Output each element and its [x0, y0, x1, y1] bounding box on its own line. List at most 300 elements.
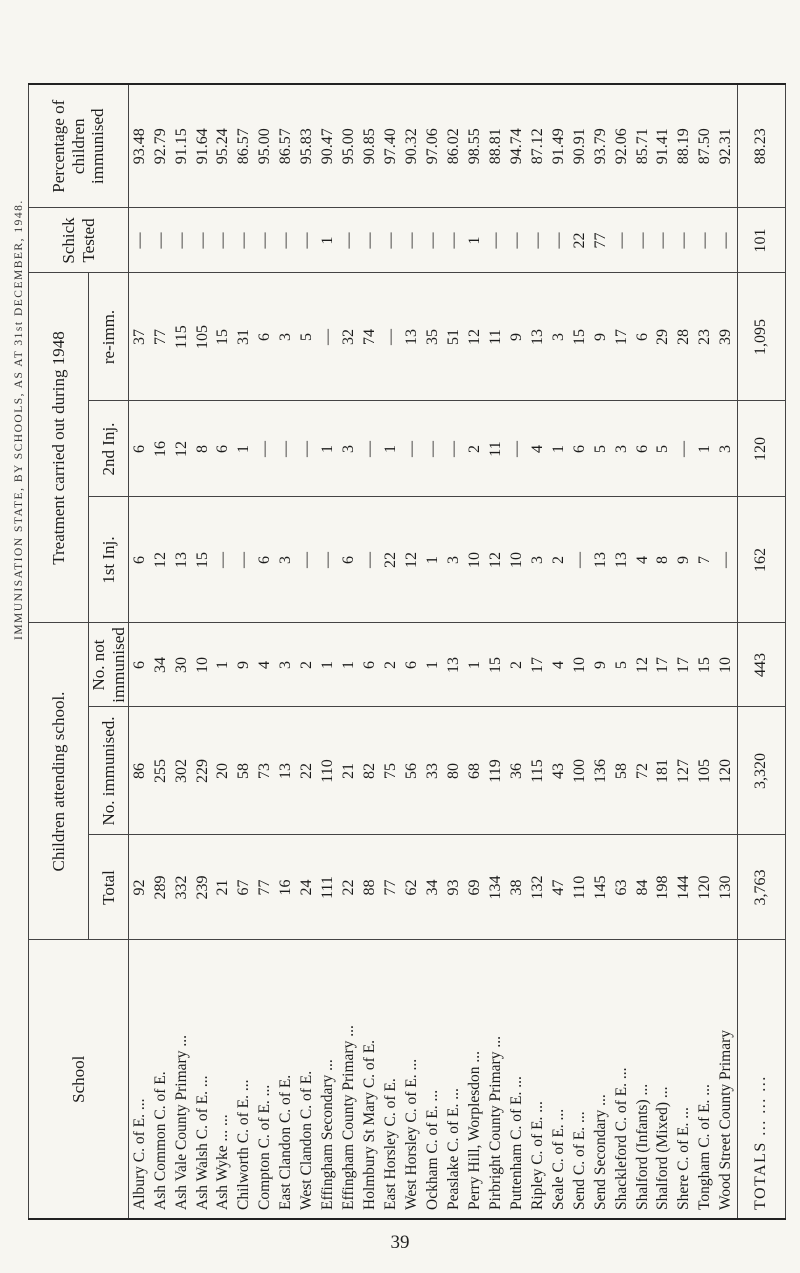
re-imm-cell: 3 — [548, 273, 569, 401]
page-number: 39 — [390, 1232, 410, 1253]
immunised-cell: 110 — [318, 707, 339, 835]
immunised-cell: 56 — [402, 707, 423, 835]
re-imm-cell: 39 — [716, 273, 738, 401]
school-name: Pirbright County Primary ... — [485, 940, 506, 1219]
not-immunised-cell: 1 — [213, 623, 234, 707]
totals-row — [737, 84, 785, 1219]
second-inj-cell: 1 — [234, 401, 255, 497]
percentage-cell: 87.50 — [695, 84, 716, 208]
total-cell: 145 — [590, 835, 611, 940]
table-row — [234, 84, 255, 1219]
schick-cell: — — [423, 208, 444, 273]
percentage-cell: 88.81 — [485, 84, 506, 208]
table-body — [129, 84, 786, 1219]
percentage-cell: 87.12 — [527, 84, 548, 208]
not-immunised-cell: 30 — [171, 623, 192, 707]
second-inj-cell: — — [443, 401, 464, 497]
first-inj-cell: 1 — [423, 497, 444, 623]
not-immunised-cell: 10 — [716, 623, 738, 707]
header-first-inj: 1st Inj. — [89, 497, 129, 623]
not-immunised-cell: 13 — [443, 623, 464, 707]
table-frame — [28, 85, 786, 1220]
school-name: East Horsley C. of E. — [381, 940, 402, 1219]
table-row — [360, 84, 381, 1219]
percentage-cell: 92.31 — [716, 84, 738, 208]
not-immunised-cell: 4 — [255, 623, 276, 707]
schick-cell: — — [297, 208, 318, 273]
re-imm-cell: 105 — [192, 273, 213, 401]
schick-cell: — — [716, 208, 738, 273]
totals-label: TOTALS ... ... ... — [737, 940, 785, 1219]
table-row — [506, 84, 527, 1219]
percentage-cell: 90.91 — [569, 84, 590, 208]
schick-cell: — — [653, 208, 674, 273]
table-row — [716, 84, 738, 1219]
not-immunised-cell: 17 — [527, 623, 548, 707]
schick-cell: — — [695, 208, 716, 273]
re-imm-cell: 51 — [443, 273, 464, 401]
immunised-cell: 181 — [653, 707, 674, 835]
percentage-cell: 86.57 — [234, 84, 255, 208]
school-name: Chilworth C. of E. ... — [234, 940, 255, 1219]
re-imm-cell: 6 — [255, 273, 276, 401]
first-inj-cell: 9 — [674, 497, 695, 623]
schick-cell: — — [485, 208, 506, 273]
school-name: Tongham C. of E. ... — [695, 940, 716, 1219]
immunised-cell: 100 — [569, 707, 590, 835]
header-treatment: Treatment carried out during 1948 — [29, 273, 89, 623]
not-immunised-cell: 15 — [695, 623, 716, 707]
table-row — [653, 84, 674, 1219]
schick-cell: — — [339, 208, 360, 273]
first-inj-cell: 6 — [255, 497, 276, 623]
header-no-immunised: No. immunised. — [89, 707, 129, 835]
second-inj-cell: 6 — [213, 401, 234, 497]
table-row — [674, 84, 695, 1219]
totals-second-inj: 120 — [737, 401, 785, 497]
immunised-cell: 136 — [590, 707, 611, 835]
first-inj-cell: — — [716, 497, 738, 623]
schick-cell: — — [611, 208, 632, 273]
school-name: West Clandon C. of E. — [297, 940, 318, 1219]
immunised-cell: 58 — [611, 707, 632, 835]
immunised-cell: 80 — [443, 707, 464, 835]
immunised-cell: 127 — [674, 707, 695, 835]
school-name: Shalford (Mixed) ... — [653, 940, 674, 1219]
schick-cell: 1 — [318, 208, 339, 273]
percentage-cell: 90.47 — [318, 84, 339, 208]
table-rotated — [28, 85, 786, 1220]
school-name: Send C. of E. ... — [569, 940, 590, 1219]
totals-first-inj: 162 — [737, 497, 785, 623]
school-name: Shere C. of E. ... — [674, 940, 695, 1219]
running-head — [2, 80, 25, 640]
table-row — [695, 84, 716, 1219]
total-cell: 111 — [318, 835, 339, 940]
immunised-cell: 21 — [339, 707, 360, 835]
percentage-cell: 91.41 — [653, 84, 674, 208]
re-imm-cell: 32 — [339, 273, 360, 401]
re-imm-cell: 31 — [234, 273, 255, 401]
second-inj-cell: 3 — [611, 401, 632, 497]
second-inj-cell: — — [255, 401, 276, 497]
schick-cell: — — [402, 208, 423, 273]
total-cell: 239 — [192, 835, 213, 940]
table-row — [443, 84, 464, 1219]
immunised-cell: 36 — [506, 707, 527, 835]
immunised-cell: 33 — [423, 707, 444, 835]
first-inj-cell: 8 — [653, 497, 674, 623]
not-immunised-cell: 10 — [192, 623, 213, 707]
re-imm-cell: 28 — [674, 273, 695, 401]
immunised-cell: 20 — [213, 707, 234, 835]
school-name: East Clandon C. of E. — [276, 940, 297, 1219]
not-immunised-cell: 12 — [632, 623, 653, 707]
table-row — [150, 84, 171, 1219]
total-cell: 69 — [464, 835, 485, 940]
total-cell: 132 — [527, 835, 548, 940]
second-inj-cell: — — [423, 401, 444, 497]
schick-cell: 22 — [569, 208, 590, 273]
re-imm-cell: 23 — [695, 273, 716, 401]
header-no-not-immunised: No. not immunised — [89, 623, 129, 707]
schick-cell: — — [255, 208, 276, 273]
table-row — [381, 84, 402, 1219]
percentage-cell: 93.79 — [590, 84, 611, 208]
re-imm-cell: — — [318, 273, 339, 401]
first-inj-cell: 15 — [192, 497, 213, 623]
table-row — [276, 84, 297, 1219]
total-cell: 67 — [234, 835, 255, 940]
not-immunised-cell: 4 — [548, 623, 569, 707]
percentage-cell: 91.64 — [192, 84, 213, 208]
table-row — [464, 84, 485, 1219]
immunised-cell: 13 — [276, 707, 297, 835]
percentage-cell: 95.00 — [255, 84, 276, 208]
re-imm-cell: 9 — [506, 273, 527, 401]
percentage-cell: 86.57 — [276, 84, 297, 208]
schick-cell: — — [150, 208, 171, 273]
total-cell: 22 — [339, 835, 360, 940]
second-inj-cell: 11 — [485, 401, 506, 497]
table-row — [339, 84, 360, 1219]
re-imm-cell: 15 — [569, 273, 590, 401]
total-cell: 130 — [716, 835, 738, 940]
total-cell: 144 — [674, 835, 695, 940]
total-cell: 62 — [402, 835, 423, 940]
schick-cell: — — [548, 208, 569, 273]
first-inj-cell: — — [234, 497, 255, 623]
first-inj-cell: — — [569, 497, 590, 623]
immunised-cell: 255 — [150, 707, 171, 835]
second-inj-cell: 5 — [653, 401, 674, 497]
re-imm-cell: 3 — [276, 273, 297, 401]
immunised-cell: 43 — [548, 707, 569, 835]
not-immunised-cell: 1 — [318, 623, 339, 707]
not-immunised-cell: 9 — [234, 623, 255, 707]
header-schick-tested: Schick Tested — [29, 208, 129, 273]
not-immunised-cell: 1 — [423, 623, 444, 707]
percentage-cell: 90.85 — [360, 84, 381, 208]
not-immunised-cell: 6 — [360, 623, 381, 707]
immunised-cell: 302 — [171, 707, 192, 835]
first-inj-cell: 13 — [590, 497, 611, 623]
table-row — [213, 84, 234, 1219]
re-imm-cell: 9 — [590, 273, 611, 401]
totals-immunised: 3,320 — [737, 707, 785, 835]
immunised-cell: 75 — [381, 707, 402, 835]
school-name: Ash Walsh C. of E. ... — [192, 940, 213, 1219]
running-head-text: IMMUNISATION STATE, BY SCHOOLS, AS AT 31st DECEMBER, 1948. — [13, 199, 25, 640]
table-row — [527, 84, 548, 1219]
re-imm-cell: — — [381, 273, 402, 401]
total-cell: 16 — [276, 835, 297, 940]
re-imm-cell: 13 — [527, 273, 548, 401]
re-imm-cell: 13 — [402, 273, 423, 401]
first-inj-cell: — — [360, 497, 381, 623]
not-immunised-cell: 17 — [674, 623, 695, 707]
second-inj-cell: — — [402, 401, 423, 497]
percentage-cell: 88.19 — [674, 84, 695, 208]
schick-cell: 77 — [590, 208, 611, 273]
total-cell: 332 — [171, 835, 192, 940]
percentage-cell: 95.00 — [339, 84, 360, 208]
table-row — [297, 84, 318, 1219]
school-name: Albury C. of E. ... — [129, 940, 151, 1219]
percentage-cell: 85.71 — [632, 84, 653, 208]
first-inj-cell: 6 — [339, 497, 360, 623]
schick-cell: — — [381, 208, 402, 273]
percentage-cell: 93.48 — [129, 84, 151, 208]
totals-re-imm: 1,095 — [737, 273, 785, 401]
table-row — [569, 84, 590, 1219]
school-name: Ash Wyke ... ... — [213, 940, 234, 1219]
re-imm-cell: 11 — [485, 273, 506, 401]
re-imm-cell: 115 — [171, 273, 192, 401]
second-inj-cell: — — [506, 401, 527, 497]
immunised-cell: 86 — [129, 707, 151, 835]
second-inj-cell: 12 — [171, 401, 192, 497]
schick-cell: — — [506, 208, 527, 273]
header-school: School — [29, 940, 129, 1219]
total-cell: 34 — [423, 835, 444, 940]
second-inj-cell: 4 — [527, 401, 548, 497]
second-inj-cell: 16 — [150, 401, 171, 497]
header-total: Total — [89, 835, 129, 940]
re-imm-cell: 17 — [611, 273, 632, 401]
not-immunised-cell: 6 — [129, 623, 151, 707]
table-row — [485, 84, 506, 1219]
school-name: Effingham County Primary ... — [339, 940, 360, 1219]
percentage-cell: 98.55 — [464, 84, 485, 208]
second-inj-cell: 1 — [695, 401, 716, 497]
second-inj-cell: 6 — [632, 401, 653, 497]
not-immunised-cell: 10 — [569, 623, 590, 707]
percentage-cell: 95.24 — [213, 84, 234, 208]
first-inj-cell: — — [297, 497, 318, 623]
school-name: Shackleford C. of E. ... — [611, 940, 632, 1219]
school-name: Compton C. of E. ... — [255, 940, 276, 1219]
table-row — [402, 84, 423, 1219]
second-inj-cell: — — [674, 401, 695, 497]
schick-cell: — — [171, 208, 192, 273]
schick-cell: — — [234, 208, 255, 273]
immunised-cell: 120 — [716, 707, 738, 835]
not-immunised-cell: 5 — [611, 623, 632, 707]
total-cell: 110 — [569, 835, 590, 940]
totals-total: 3,763 — [737, 835, 785, 940]
percentage-cell: 92.79 — [150, 84, 171, 208]
table-row — [129, 84, 151, 1219]
immunised-cell: 229 — [192, 707, 213, 835]
percentage-cell: 94.74 — [506, 84, 527, 208]
first-inj-cell: 12 — [402, 497, 423, 623]
table-row — [611, 84, 632, 1219]
first-inj-cell: 3 — [276, 497, 297, 623]
total-cell: 88 — [360, 835, 381, 940]
re-imm-cell: 15 — [213, 273, 234, 401]
school-name: Send Secondary ... — [590, 940, 611, 1219]
total-cell: 24 — [297, 835, 318, 940]
re-imm-cell: 77 — [150, 273, 171, 401]
first-inj-cell: 10 — [506, 497, 527, 623]
second-inj-cell: 5 — [590, 401, 611, 497]
re-imm-cell: 5 — [297, 273, 318, 401]
percentage-cell: 95.83 — [297, 84, 318, 208]
totals-schick: 101 — [737, 208, 785, 273]
total-cell: 84 — [632, 835, 653, 940]
table-row — [548, 84, 569, 1219]
header-percentage: Percentage of children immunised — [29, 84, 129, 208]
percentage-cell: 97.06 — [423, 84, 444, 208]
school-name: Ockham C. of E. ... — [423, 940, 444, 1219]
total-cell: 93 — [443, 835, 464, 940]
percentage-cell: 92.06 — [611, 84, 632, 208]
school-name: Peaslake C. of E. ... — [443, 940, 464, 1219]
second-inj-cell: 1 — [318, 401, 339, 497]
second-inj-cell: — — [276, 401, 297, 497]
table-row — [255, 84, 276, 1219]
immunised-cell: 22 — [297, 707, 318, 835]
re-imm-cell: 74 — [360, 273, 381, 401]
percentage-cell: 91.15 — [171, 84, 192, 208]
total-cell: 77 — [381, 835, 402, 940]
header-re-imm: re-imm. — [89, 273, 129, 401]
schick-cell: 1 — [464, 208, 485, 273]
total-cell: 134 — [485, 835, 506, 940]
not-immunised-cell: 17 — [653, 623, 674, 707]
school-name: Wood Street County Primary — [716, 940, 738, 1219]
second-inj-cell: 3 — [716, 401, 738, 497]
immunised-cell: 82 — [360, 707, 381, 835]
re-imm-cell: 35 — [423, 273, 444, 401]
not-immunised-cell: 1 — [464, 623, 485, 707]
school-name: Ash Common C. of E. — [150, 940, 171, 1219]
immunised-cell: 115 — [527, 707, 548, 835]
first-inj-cell: 6 — [129, 497, 151, 623]
immunised-cell: 72 — [632, 707, 653, 835]
second-inj-cell: 6 — [129, 401, 151, 497]
schick-cell: — — [527, 208, 548, 273]
second-inj-cell: 1 — [381, 401, 402, 497]
total-cell: 63 — [611, 835, 632, 940]
total-cell: 47 — [548, 835, 569, 940]
second-inj-cell: 8 — [192, 401, 213, 497]
immunisation-table — [28, 83, 786, 1220]
total-cell: 38 — [506, 835, 527, 940]
percentage-cell: 90.32 — [402, 84, 423, 208]
second-inj-cell: 1 — [548, 401, 569, 497]
immunised-cell: 68 — [464, 707, 485, 835]
second-inj-cell: 3 — [339, 401, 360, 497]
totals-not-immunised: 443 — [737, 623, 785, 707]
first-inj-cell: 3 — [443, 497, 464, 623]
total-cell: 289 — [150, 835, 171, 940]
table-row — [590, 84, 611, 1219]
immunised-cell: 58 — [234, 707, 255, 835]
first-inj-cell: 12 — [485, 497, 506, 623]
total-cell: 77 — [255, 835, 276, 940]
immunised-cell: 73 — [255, 707, 276, 835]
first-inj-cell: 22 — [381, 497, 402, 623]
table-row — [632, 84, 653, 1219]
not-immunised-cell: 15 — [485, 623, 506, 707]
school-name: West Horsley C. of E. ... — [402, 940, 423, 1219]
school-name: Shalford (Infants) ... — [632, 940, 653, 1219]
percentage-cell: 97.40 — [381, 84, 402, 208]
schick-cell: — — [360, 208, 381, 273]
total-cell: 198 — [653, 835, 674, 940]
not-immunised-cell: 2 — [381, 623, 402, 707]
first-inj-cell: — — [213, 497, 234, 623]
percentage-cell: 86.02 — [443, 84, 464, 208]
second-inj-cell: 2 — [464, 401, 485, 497]
re-imm-cell: 12 — [464, 273, 485, 401]
re-imm-cell: 6 — [632, 273, 653, 401]
totals-percentage: 88.23 — [737, 84, 785, 208]
schick-cell: — — [443, 208, 464, 273]
schick-cell: — — [276, 208, 297, 273]
table-row — [423, 84, 444, 1219]
first-inj-cell: 10 — [464, 497, 485, 623]
not-immunised-cell: 1 — [339, 623, 360, 707]
not-immunised-cell: 2 — [297, 623, 318, 707]
first-inj-cell: — — [318, 497, 339, 623]
not-immunised-cell: 9 — [590, 623, 611, 707]
immunised-cell: 119 — [485, 707, 506, 835]
school-name: Perry Hill, Worplesdon ... — [464, 940, 485, 1219]
re-imm-cell: 37 — [129, 273, 151, 401]
header-second-inj: 2nd Inj. — [89, 401, 129, 497]
school-name: Holmbury St Mary C. of E. — [360, 940, 381, 1219]
not-immunised-cell: 6 — [402, 623, 423, 707]
second-inj-cell: — — [360, 401, 381, 497]
total-cell: 21 — [213, 835, 234, 940]
school-name: Ripley C. of E. ... — [527, 940, 548, 1219]
first-inj-cell: 7 — [695, 497, 716, 623]
not-immunised-cell: 34 — [150, 623, 171, 707]
school-name: Effingham Secondary ... — [318, 940, 339, 1219]
school-name: Ash Vale County Primary ... — [171, 940, 192, 1219]
schick-cell: — — [192, 208, 213, 273]
re-imm-cell: 29 — [653, 273, 674, 401]
first-inj-cell: 3 — [527, 497, 548, 623]
second-inj-cell: — — [297, 401, 318, 497]
percentage-cell: 91.49 — [548, 84, 569, 208]
table-row — [171, 84, 192, 1219]
school-name: Puttenham C. of E. ... — [506, 940, 527, 1219]
total-cell: 120 — [695, 835, 716, 940]
